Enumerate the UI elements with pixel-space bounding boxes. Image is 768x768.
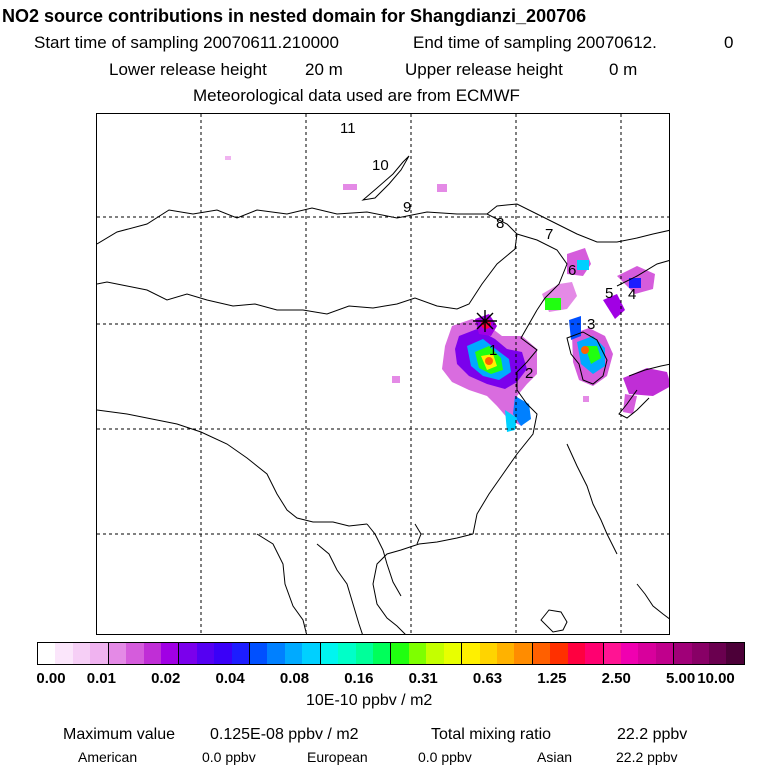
coastlines — [97, 156, 670, 635]
source-label-2: 2 — [525, 365, 534, 382]
color-scale-cell — [338, 643, 355, 664]
source-label-11: 11 — [340, 120, 356, 137]
total-mixing-label: Total mixing ratio — [431, 726, 552, 743]
american-label: American — [78, 749, 138, 765]
color-scale-bar — [37, 642, 745, 665]
source-label-10: 10 — [372, 157, 389, 174]
concentration-field — [225, 156, 670, 432]
color-scale-cell — [656, 643, 674, 664]
color-scale-cell — [692, 643, 709, 664]
color-scale-tick-label: 0.16 — [344, 670, 374, 687]
met-data-label: Meteorological data used are from ECMWF — [193, 86, 520, 105]
color-scale-cell — [409, 643, 426, 664]
color-scale-cell — [161, 643, 179, 664]
color-scale-cell — [585, 643, 603, 664]
color-scale-cell — [709, 643, 726, 664]
source-label-5: 5 — [605, 285, 614, 302]
asian-label: Asian — [537, 749, 573, 765]
color-scale-tick-label: 0.02 — [151, 670, 181, 687]
color-scale-cell — [444, 643, 462, 664]
color-scale-cell — [285, 643, 302, 664]
color-scale-cell — [533, 643, 550, 664]
color-scale-cell — [514, 643, 532, 664]
max-value-label: Maximum value — [63, 726, 176, 743]
map-canvas — [97, 114, 670, 635]
source-label-8: 8 — [496, 215, 505, 232]
color-scale-cell — [426, 643, 443, 664]
color-scale-cell — [373, 643, 391, 664]
start-time-label: Start time of sampling 20070611.210000 — [34, 33, 339, 52]
color-scale-cell — [302, 643, 320, 664]
map-panel — [96, 113, 670, 635]
total-mixing-value: 22.2 ppbv — [617, 726, 688, 743]
color-scale-cell — [73, 643, 90, 664]
color-scale-tick-label: 0.00 — [36, 670, 66, 687]
color-scale-cell — [214, 643, 231, 664]
color-scale-cell — [55, 643, 72, 664]
upper-release-value: 0 m — [609, 60, 638, 79]
color-scale-cell — [480, 643, 497, 664]
source-label-7: 7 — [545, 226, 554, 243]
color-scale-tick-label: 0.04 — [215, 670, 245, 687]
color-scale-tick-label: 2.50 — [601, 670, 631, 687]
color-scale-cell — [90, 643, 108, 664]
color-scale-cell — [726, 643, 743, 664]
color-scale-cell — [550, 643, 567, 664]
source-label-6: 6 — [568, 262, 577, 279]
color-scale-tick-label: 10.00 — [697, 670, 735, 687]
color-scale-cell — [267, 643, 284, 664]
upper-release-label: Upper release height — [405, 60, 563, 79]
color-scale-cell — [497, 643, 514, 664]
color-scale-cell — [144, 643, 161, 664]
lower-release-label: Lower release height — [109, 60, 267, 79]
color-scale-tick-label: 1.25 — [537, 670, 567, 687]
color-scale-tick-label: 0.01 — [86, 670, 116, 687]
color-scale-cell — [356, 643, 373, 664]
color-scale-cell — [604, 643, 621, 664]
color-scale-tick-label: 0.08 — [279, 670, 310, 687]
color-scale-cell — [621, 643, 638, 664]
european-value: 0.0 ppbv — [418, 749, 472, 765]
color-scale-unit: 10E-10 ppbv / m2 — [306, 692, 433, 709]
source-label-9: 9 — [403, 199, 412, 216]
color-scale-cell — [391, 643, 408, 664]
lower-release-value: 20 m — [305, 60, 343, 79]
map-title: NO2 source contributions in nested domain for Shangdianzi_200706 — [2, 6, 587, 26]
color-scale-cell — [109, 643, 126, 664]
color-scale-tick-label: 0.63 — [472, 670, 503, 687]
source-label-1: 1 — [489, 342, 498, 359]
color-scale-cell — [321, 643, 338, 664]
max-value: 0.125E-08 ppbv / m2 — [210, 726, 359, 743]
color-scale-cell — [462, 643, 479, 664]
color-scale-cell — [179, 643, 196, 664]
color-scale-cell — [250, 643, 267, 664]
american-value: 0.0 ppbv — [202, 749, 256, 765]
source-label-3: 3 — [587, 316, 596, 333]
color-scale-cell — [197, 643, 214, 664]
asian-value: 22.2 ppbv — [616, 749, 678, 765]
color-scale-cell — [38, 643, 55, 664]
color-scale-cell — [126, 643, 143, 664]
color-scale-cell — [674, 643, 691, 664]
color-scale-tick-label: 0.31 — [408, 670, 438, 687]
end-time-label: End time of sampling 20070612. — [413, 33, 657, 52]
color-scale-cell — [638, 643, 655, 664]
color-scale-cell — [232, 643, 250, 664]
color-scale-tick-label: 5.00 — [666, 670, 696, 687]
color-scale-cell — [568, 643, 585, 664]
source-label-4: 4 — [628, 286, 637, 303]
european-label: European — [307, 749, 368, 765]
end-time-value: 0 — [724, 33, 734, 52]
